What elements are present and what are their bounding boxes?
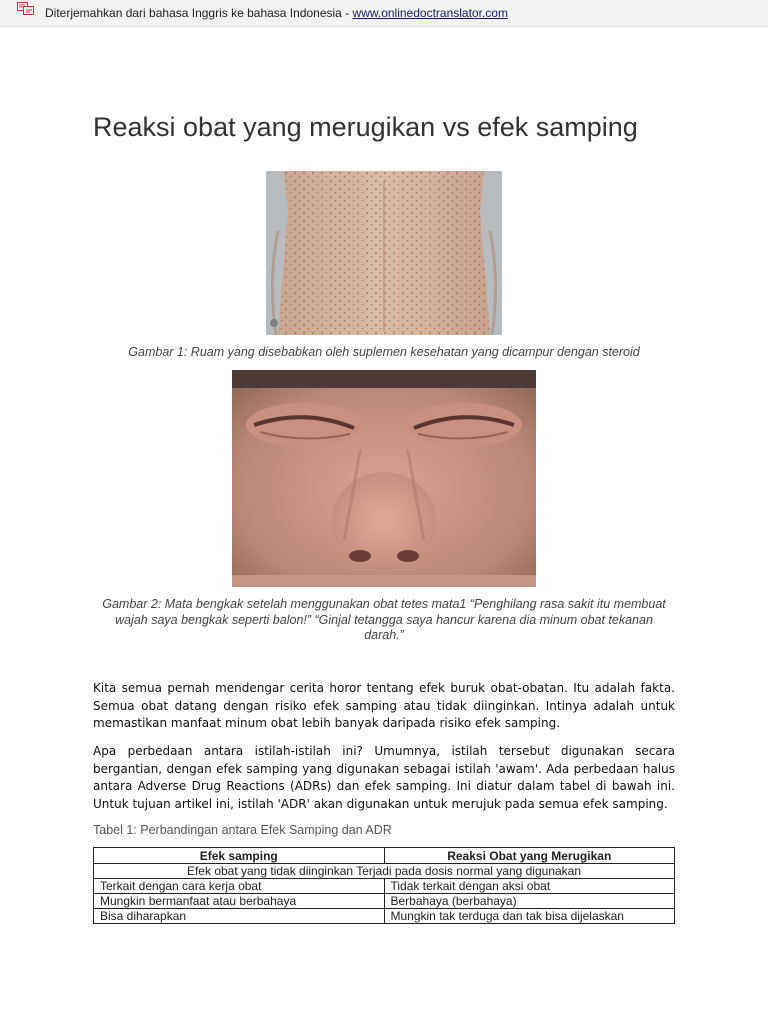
intro-paragraph: Kita semua pernah mendengar cerita horor tentang efek buruk obat-obatan. Itu adalah fakta. Semua obat datang dengan risiko efek samping atau tidak diinginkan. Intinya adalah untuk memastikan manfaat minum obat lebih banyak daripada risiko efek samping. [93,681,675,730]
table-cell: Mungkin tak terduga dan tak bisa dijelaskan [384,909,675,924]
table-caption: Tabel 1: Perbandingan antara Efek Samping dan ADR [93,823,392,837]
table-row [94,879,675,894]
back-rash-photo [266,171,502,335]
translator-logo-icon [17,2,35,16]
table-cell: Mungkin bermanfaat atau berbahaya [94,894,385,909]
table-row [94,909,675,924]
page-title: Reaksi obat yang merugikan vs efek samping [93,112,638,142]
table-row [94,894,675,909]
comparison-table [93,847,675,924]
table-row [94,864,675,879]
figure-2-caption: Gambar 2: Mata bengkak setelah menggunakan obat tetes mata1 “Penghilang rasa sakit itu membuat wajah saya bengkak seperti balon!” “Ginjal tetangga saya hancur karena dia minum obat tekanan darah.” [102,597,666,642]
table-cell: Tidak terkait dengan aksi obat [384,879,675,894]
figure-1-caption: Gambar 1: Ruam yang disebabkan oleh suplemen kesehatan yang dicampur dengan steroid [128,345,640,359]
translator-link[interactable]: www.onlinedoctranslator.com [352,6,508,20]
swollen-eyes-photo [232,370,536,587]
header-side-effects: Efek samping [94,848,385,864]
table-cell: Terkait dengan cara kerja obat [94,879,385,894]
table-cell: Berbahaya (berbahaya) [384,894,675,909]
table-cell: Bisa diharapkan [94,909,385,924]
translation-banner [0,0,768,27]
table-header-row [94,848,675,864]
translation-note [45,6,508,20]
table-cell-shared: Efek obat yang tidak diinginkan Terjadi pada dosis normal yang digunakan [94,864,675,879]
translation-note-text: Diterjemahkan dari bahasa Inggris ke bahasa Indonesia - [45,6,353,20]
difference-paragraph: Apa perbedaan antara istilah-istilah ini? Umumnya, istilah tersebut digunakan secara bergantian, dengan efek samping yang digunakan sebagai istilah 'awam'. Ada perbedaan halus antara Adverse Drug Reactions (ADRs) dan efek samping. Ini diatur dalam tabel di bawah ini. Untuk tujuan artikel ini, istilah 'ADR' akan digunakan untuk merujuk pada semua efek samping. [93,744,675,811]
header-adr: Reaksi Obat yang Merugikan [384,848,675,864]
